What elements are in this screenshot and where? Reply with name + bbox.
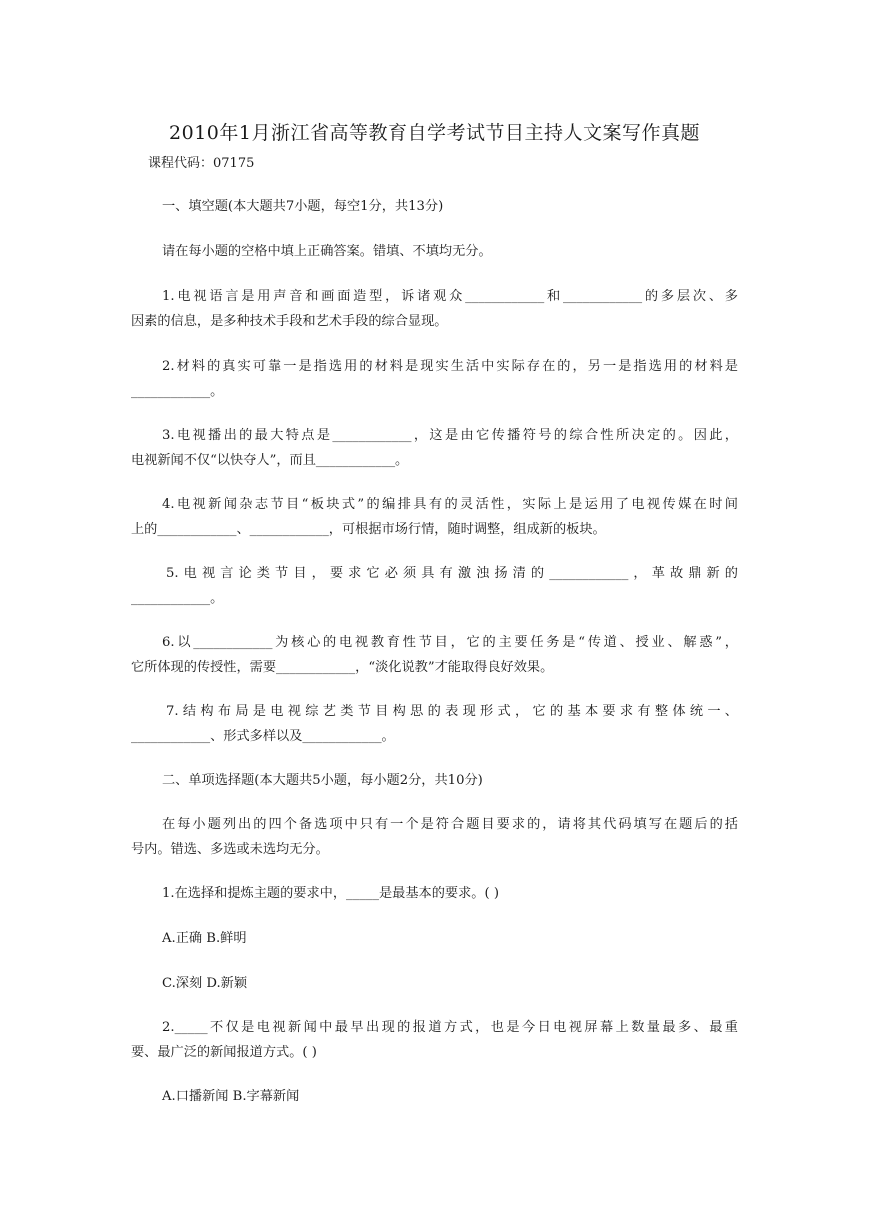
question-6-line1: 6.以____________为核心的电视教育性节目，它的主要任务是“传道、授业、解惑”， xyxy=(162,635,738,650)
question-7-line1: 7.结构布局是电视综艺类节目构思的表现形式，它的基本要求有整体统一、 xyxy=(166,704,738,719)
question-1-line2: 因素的信息，是多种技术手段和艺术手段的综合显现。 xyxy=(131,314,448,329)
question-5-line2: ____________。 xyxy=(131,591,224,606)
mc-question-1-options-ab: A.正确 B.鲜明 xyxy=(162,931,247,946)
section1-heading: 一、填空题(本大题共7小题，每空1分，共13分) xyxy=(162,199,444,214)
mc-question-1-options-cd: C.深刻 D.新颖 xyxy=(162,976,248,991)
question-4-line2: 上的____________、____________，可根据市场行情，随时调整，组成新的板块。 xyxy=(131,522,606,537)
question-5-line1: 5.电视言论类节目，要求它必须具有激浊扬清的____________，革故鼎新的 xyxy=(166,566,738,581)
question-6-line2: 它所体现的传授性，需要____________，“淡化说教”才能取得良好效果。 xyxy=(131,660,554,675)
mc-question-2-line1: 2._____不仅是电视新闻中最早出现的报道方式，也是今日电视屏幕上数量最多、最重 xyxy=(162,1020,738,1035)
question-7-line2: ____________、形式多样以及____________。 xyxy=(131,729,395,744)
mc-question-1: 1.在选择和提炼主题的要求中，_____是最基本的要求。( ) xyxy=(162,886,499,901)
question-3-line1: 3.电视播出的最大特点是____________，这是由它传播符号的综合性所决定的。因此， xyxy=(162,428,738,443)
question-2-line1: 2.材料的真实可靠一是指选用的材料是现实生活中实际存在的，另一是指选用的材料是 xyxy=(162,359,738,374)
question-3-line2: 电视新闻不仅“以快夺人”，而且____________。 xyxy=(131,453,409,468)
page-title: 2010年1月浙江省高等教育自学考试节目主持人文案写作真题 xyxy=(169,122,700,144)
question-4-line1: 4.电视新闻杂志节目“板块式”的编排具有的灵活性，实际上是运用了电视传媒在时间 xyxy=(162,497,738,512)
section2-instruction-line1: 在每小题列出的四个备选项中只有一个是符合题目要求的，请将其代码填写在题后的括 xyxy=(162,817,738,832)
mc-question-2-line2: 要、最广泛的新闻报道方式。( ) xyxy=(131,1045,317,1060)
mc-question-2-options-ab: A.口播新闻 B.字幕新闻 xyxy=(162,1089,300,1104)
course-code: 课程代码：07175 xyxy=(148,156,255,171)
section2-heading: 二、单项选择题(本大题共5小题，每小题2分，共10分) xyxy=(162,773,483,788)
section1-instruction: 请在每小题的空格中填上正确答案。错填、不填均无分。 xyxy=(162,244,492,259)
section2-instruction-line2: 号内。错选、多选或未选均无分。 xyxy=(131,842,329,857)
question-1-line1: 1.电视语言是用声音和画面造型，诉诸观众____________和____________的多层次、多 xyxy=(162,289,738,304)
question-2-line2: ____________。 xyxy=(131,384,224,399)
